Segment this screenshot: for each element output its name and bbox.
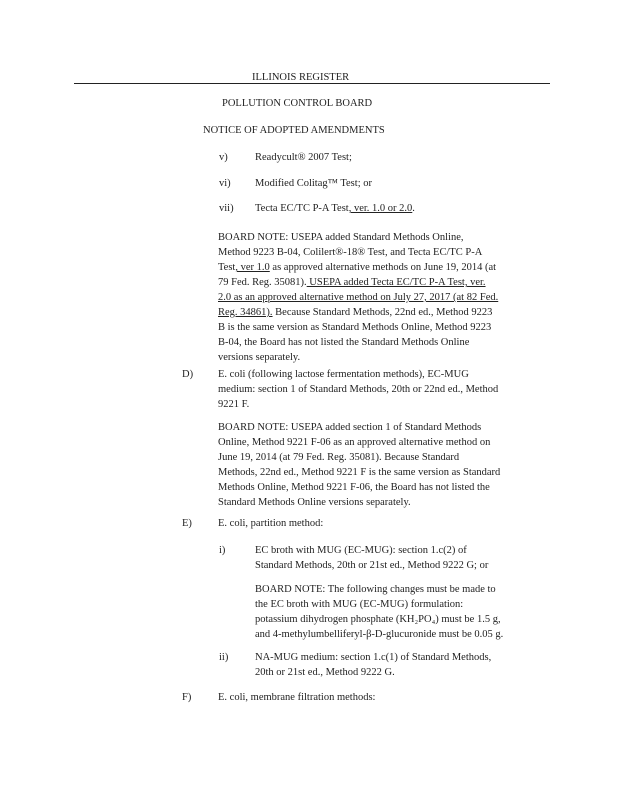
board-note-2: BOARD NOTE: USEPA added section 1 of Standard Methods Online, Method 9221 F-06 as an approved alternative method on June 19, 2014 (at 79 Fed. Reg. 35081). Because Standard Methods, 22nd ed., Method 9221 F is the same version as Standard Methods Online, Method 9221 F-06, the Board has not listed the Standard Methods Online versions separately. — [218, 422, 501, 508]
notice-title: NOTICE OF ADOPTED AMENDMENTS — [203, 125, 385, 136]
item-d-letter: D) — [182, 369, 194, 380]
item-vii-number: vii) — [219, 203, 234, 214]
item-vii-text: Tecta EC/TC P-A Test, ver. 1.0 or 2.0. — [255, 203, 415, 214]
item-f-text: E. coli, membrane filtration methods: — [218, 692, 376, 703]
item-vi-text: Modified Colitag™ Test; or — [255, 178, 372, 189]
item-e-i-number: i) — [219, 545, 226, 556]
item-e-i-text: EC broth with MUG (EC-MUG): section 1.c(2) of Standard Methods, 20th or 21st ed., Method 9222 G; or — [255, 545, 489, 571]
item-e-ii-number: ii) — [219, 652, 229, 663]
board-note-1: BOARD NOTE: USEPA added Standard Methods Online, Method 9223 B-04, Colilert®-18® Test, and Tecta EC/TC P-A Test, ver 1.0 as approved alternative methods on June 19, 2014 (at 79 Fed. Reg. 35081). USEPA added Tecta EC/TC P-A Test, ver. 2.0 as an approved alternative method on July 27, 2017 (at 82 Fed. Reg. 34861). Because Standard Methods, 22nd ed., Method 9223 B is the same version as Standard Methods Online, Method 9223 B-04, the Board has not listed the Standard Methods Online versions separately. — [218, 232, 499, 363]
item-v-number: v) — [219, 152, 228, 163]
item-e-text: E. coli, partition method: — [218, 518, 324, 529]
item-e-ii-text: NA-MUG medium: section 1.c(1) of Standard Methods, 20th or 21st ed., Method 9222 G. — [255, 652, 492, 678]
register-title: ILLINOIS REGISTER — [252, 72, 350, 83]
board-title: POLLUTION CONTROL BOARD — [222, 98, 373, 109]
board-note-3: BOARD NOTE: The following changes must be made to the EC broth with MUG (EC-MUG) formulation: potassium dihydrogen phosphate (KH₂PO₄) must be 1.5 g, and 4-methylumbelliferyl-β-D-glucuronide must be 0.05 g. — [255, 584, 504, 640]
item-v-text: Readycult® 2007 Test; — [255, 152, 352, 163]
item-d-text: E. coli (following lactose fermentation methods), EC-MUG medium: section 1 of Standard Methods, 20th or 22nd ed., Method 9221 F. — [218, 369, 499, 410]
item-e-letter: E) — [182, 518, 192, 529]
item-vii-inserted-text: , ver. 1.0 or 2.0 — [348, 203, 413, 214]
item-vi-number: vi) — [219, 178, 231, 189]
item-f-letter: F) — [182, 692, 192, 703]
